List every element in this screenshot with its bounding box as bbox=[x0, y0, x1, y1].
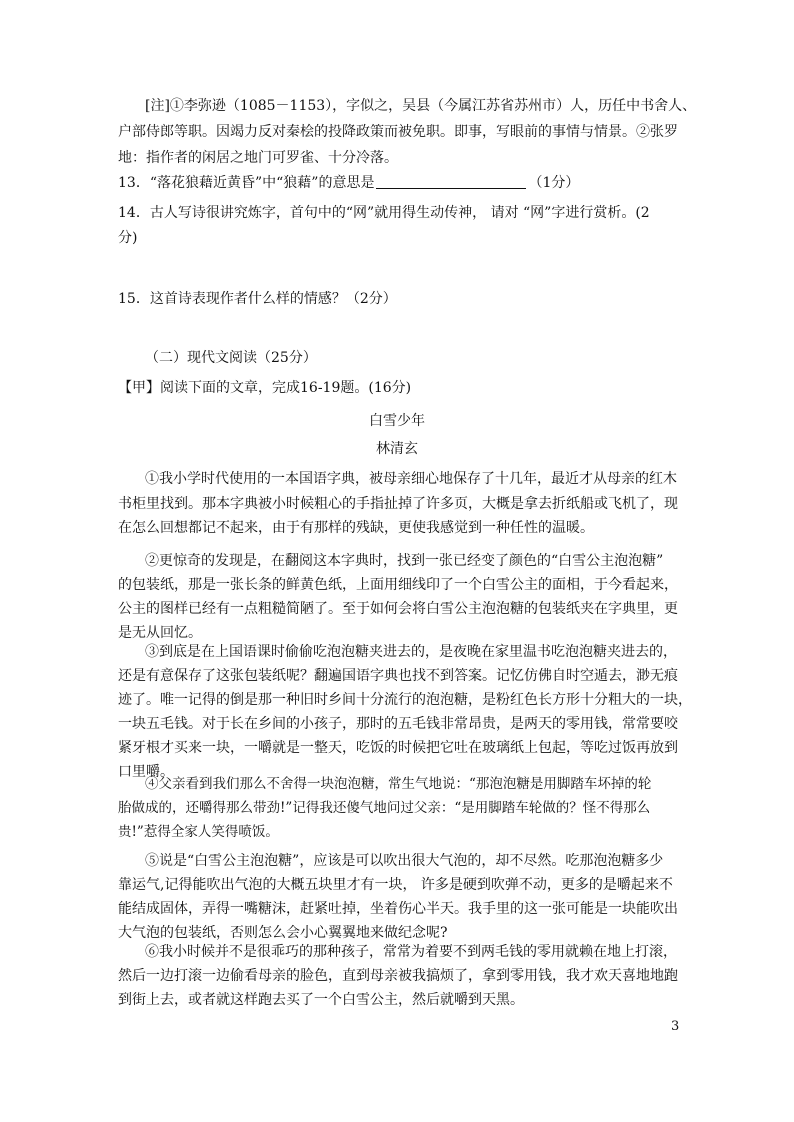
paragraph-line: ③到底是在上国语课时偷偷吃泡泡糖夹进去的，是夜晚在家里温书吃泡泡糖夹进去的， bbox=[145, 644, 677, 660]
page-number: 3 bbox=[671, 1019, 680, 1034]
paragraph-line: 然后一边打滚一边偷看母亲的脸色，直到母亲被我搞烦了，拿到零用钱，我才欢天喜地地跑 bbox=[118, 968, 678, 984]
paragraph-line: ②更惊奇的发现是，在翻阅这本字典时，找到一张已经变了颜色的“白雪公主泡泡糖” bbox=[145, 553, 664, 569]
question-14-line: 14．古人写诗很讲究炼字，首句中的“网”就用得生动传神， 请对 “网”字进行赏析。(2 bbox=[118, 205, 650, 221]
question-14-line: 分) bbox=[118, 230, 138, 246]
paragraph-line: ⑥我小时候并不是很乖巧的那种孩子，常常为着要不到两毛钱的零用就赖在地上打滚， bbox=[145, 944, 677, 960]
paragraph-line: 迹了。唯一记得的倒是那一种旧时乡间十分流行的泡泡糖，是粉红色长方形十分粗大的一块， bbox=[118, 692, 692, 708]
reading-instruction: 【甲】阅读下面的文章，完成16-19题。(16分) bbox=[118, 380, 412, 396]
paragraph-line: 还是有意保存了这张包装纸呢？翻遍国语字典也找不到答案。记忆仿佛自时空遁去，渺无痕 bbox=[118, 668, 678, 684]
paragraph-line: 紧牙根才买来一块，一嚼就是一整天，吃饭的时候把它吐在玻璃纸上包起，等吃过饭再放到 bbox=[118, 740, 678, 756]
paragraph-line: 贵!”惹得全家人笑得喷饭。 bbox=[118, 824, 279, 840]
article-title: 白雪少年 bbox=[369, 413, 425, 429]
article-author: 林清玄 bbox=[376, 441, 418, 457]
note-line: [注]①李弥逊（1085－1153），字似之，吴县（今属江苏省苏州市）人，历任中书舍人、 bbox=[145, 98, 697, 114]
paragraph-line: ⑤说是“白雪公主泡泡糖”，应该是可以吹出很大气泡的，却不尽然。吃那泡泡糖多少 bbox=[145, 853, 664, 869]
question-text: 13．“落花狼藉近黄昏”中“狼藉”的意思是 bbox=[118, 175, 375, 191]
paragraph-line: 大气泡的包装纸，否则怎么会小心翼翼地来做纪念呢? bbox=[118, 925, 448, 941]
paragraph-line: 靠运气,记得能吹出气泡的大概五块里才有一块， 许多是硬到吹弹不动，更多的是嚼起来不 bbox=[118, 877, 673, 893]
note-line: 地：指作者的闲居之地门可罗雀、十分冷落。 bbox=[118, 150, 398, 166]
section-heading: （二）现代文阅读（25分） bbox=[145, 350, 317, 366]
paragraph-line: 是无从回忆。 bbox=[118, 625, 202, 641]
paragraph-line: 胎做成的，还嚼得那么带劲!”记得我还傻气地问过父亲：“是用脚踏车轮做的？怪不得那么 bbox=[118, 800, 651, 816]
paragraph-line: 书柜里找到。那本字典被小时候粗心的手指扯掉了许多页，大概是拿去折纸船或飞机了，现 bbox=[118, 496, 678, 512]
question-13 bbox=[118, 171, 678, 196]
note-line: 户部侍郎等职。因竭力反对秦桧的投降政策而被免职。即事，写眼前的事情与情景。②张罗 bbox=[118, 124, 678, 140]
paragraph-line: ④父亲看到我们那么不舍得一块泡泡糖，常生气地说：“那泡泡糖是用脚踏车坏掉的轮 bbox=[145, 776, 652, 792]
paragraph-line: ①我小学时代使用的一本国语字典，被母亲细心地保存了十几年，最近才从母亲的红木 bbox=[145, 471, 677, 487]
paragraph-line: 一块五毛钱。对于长在乡间的小孩子，那时的五毛钱非常昂贵，是两天的零用钱，常常要咬 bbox=[118, 716, 678, 732]
answer-blank[interactable] bbox=[376, 174, 526, 189]
paragraph-line: 能结成固体，弄得一嘴糖沫，赶紧吐掉，坐着伤心半天。我手里的这一张可能是一块能吹出 bbox=[118, 901, 678, 917]
paragraph-line: 在怎么回想都记不起来，由于有那样的残缺，更使我感觉到一种任性的温暖。 bbox=[118, 520, 594, 536]
paragraph-line: 到街上去，或者就这样跑去买了一个白雪公主，然后就嚼到天黑。 bbox=[118, 992, 524, 1008]
paragraph-line: 公主的图样已经有一点粗糙简陋了。至于如何会将白雪公主泡泡糖的包装纸夹在字典里，更 bbox=[118, 601, 678, 617]
question-15: 15．这首诗表现作者什么样的情感？（2分） bbox=[118, 291, 397, 307]
paragraph-line: 口里嚼。 bbox=[118, 764, 174, 780]
paragraph-line: 的包装纸，那是一张长条的鲜黄色纸，上面用细线印了一个白雪公主的面相，于今看起来， bbox=[118, 577, 678, 593]
question-score: （1分） bbox=[528, 175, 580, 191]
